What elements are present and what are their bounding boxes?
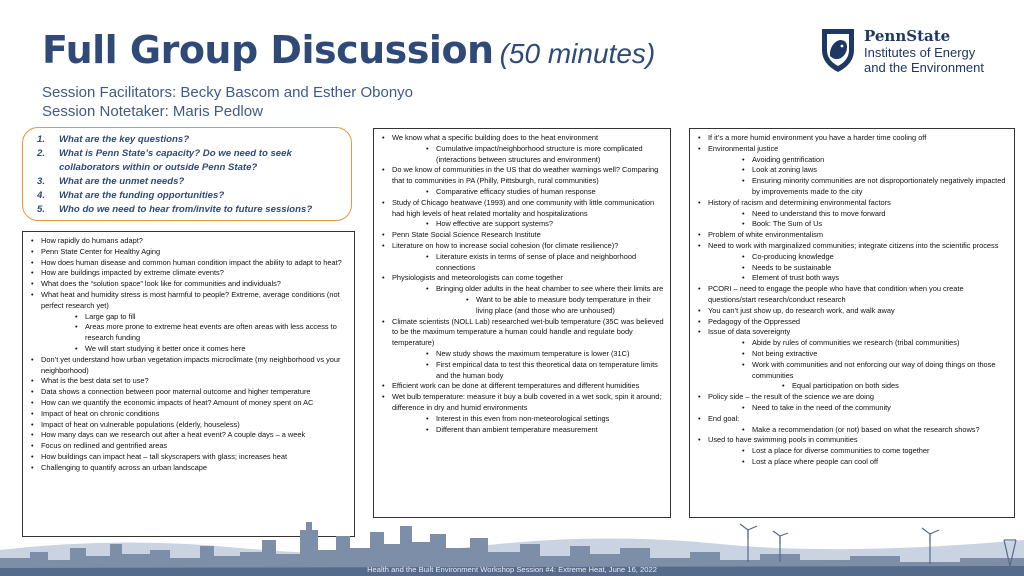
note-item: • How are buildings impacted by extreme climate events? — [29, 268, 348, 279]
note-item: • Areas more prone to extreme heat events are often areas with less access to research funding — [29, 322, 348, 344]
note-item: • Environmental justice — [696, 144, 1008, 155]
facilitators-text: Session Facilitators: Becky Bascom and Esther Obonyo — [42, 84, 414, 101]
note-item: • Used to have swimming pools in communities — [696, 435, 1008, 446]
note-item: • Book: The Sum of Us — [696, 219, 1008, 230]
notes-panel-left — [22, 231, 355, 537]
notes-panel-right — [689, 128, 1015, 518]
note-item: • Study of Chicago heatwave (1993) and one community with little communication had high levels of heat related mortality and hospitalizations — [380, 198, 664, 220]
note-item: • Literature on how to increase social cohesion (for climate resilience)? — [380, 241, 664, 252]
note-item: • Impact of heat on vulnerable populations (elderly, houseless) — [29, 420, 348, 431]
note-item: • Work with communities and not enforcing our way of doing things on those communities — [696, 360, 1008, 382]
slide-title-duration: (50 minutes) — [499, 38, 656, 69]
note-item: • Need to understand this to move forward — [696, 209, 1008, 220]
note-item: • Large gap to fill — [29, 312, 348, 323]
note-item: • New study shows the maximum temperature is lower (31C) — [380, 349, 664, 360]
note-item: • Issue of data sovereignty — [696, 327, 1008, 338]
note-item: • Need to take in the need of the community — [696, 403, 1008, 414]
note-item: • Focus on redlined and gentrified areas — [29, 441, 348, 452]
note-item: • Policy side – the result of the science we are doing — [696, 392, 1008, 403]
note-item: • Impact of heat on chronic conditions — [29, 409, 348, 420]
note-item: • Ensuring minority communities are not disproportionately negatively impacted by improvements made to the city — [696, 176, 1008, 198]
note-item: • Interest in this even from non-meteorological settings — [380, 414, 664, 425]
note-item: • Problem of white environmentalism — [696, 230, 1008, 241]
note-item: • What heat and humidity stress is most harmful to people? Extreme, average conditions (not perfect research yet) — [29, 290, 348, 312]
notes-list-middle — [380, 133, 664, 435]
note-item: • How can we quantify the economic impacts of heat? Amount of money spent on AC — [29, 398, 348, 409]
discussion-questions-list — [37, 133, 343, 217]
note-item: • First empirical data to test this theoretical data on temperature limits and the human body — [380, 360, 664, 382]
note-item: • Bringing older adults in the heat chamber to see where their limits are — [380, 284, 664, 295]
note-item: • Don’t yet understand how urban vegetation impacts microclimate (my neighborhood vs your neighborhood) — [29, 355, 348, 377]
note-item: • Efficient work can be done at different temperatures and different humidities — [380, 381, 664, 392]
note-item: • Penn State Social Science Research Institute — [380, 230, 664, 241]
note-item: • How rapidly do humans adapt? — [29, 236, 348, 247]
notes-panel-middle — [373, 128, 671, 518]
question-text: Who do we need to hear from/invite to future sessions? — [59, 204, 313, 215]
note-item: • Comparative efficacy studies of human response — [380, 187, 664, 198]
question-number: 1. — [37, 134, 46, 145]
note-item: • Needs to be sustainable — [696, 263, 1008, 274]
note-item: • If it’s a more humid environment you have a harder time cooling off — [696, 133, 1008, 144]
logo-text — [864, 28, 984, 75]
note-item: • Penn State Center for Healthy Aging — [29, 247, 348, 258]
logo-line-1: Institutes of Energy — [864, 45, 976, 60]
note-item: • How many days can we research out after a heat event? A couple days – a week — [29, 430, 348, 441]
note-item: • Different than ambient temperature measurement — [380, 425, 664, 436]
note-item: • Need to work with marginalized communities; integrate citizens into the scientific process — [696, 241, 1008, 252]
note-item: • End goal: — [696, 414, 1008, 425]
note-item: • What does the “solution space” look like for communities and individuals? — [29, 279, 348, 290]
notes-list-right — [696, 133, 1008, 468]
logo-line-2: and the Environment — [864, 60, 984, 75]
note-item: • How buildings can impact heat – tall skyscrapers with glass; increases heat — [29, 452, 348, 463]
note-item: • Cumulative impact/neighborhood structure is more complicated (interactions between structures and environment) — [380, 144, 664, 166]
question-item — [37, 133, 343, 147]
note-item: • How does human disease and common human condition impact the ability to adapt to heat? — [29, 258, 348, 269]
note-item: • We will start studying it better once it comes here — [29, 344, 348, 355]
discussion-questions-box — [22, 127, 352, 221]
note-item: • Lost a place for diverse communities to come together — [696, 446, 1008, 457]
note-item: • Avoiding gentrification — [696, 155, 1008, 166]
note-item: • We know what a specific building does to the heat environment — [380, 133, 664, 144]
note-item: • Element of trust both ways — [696, 273, 1008, 284]
question-number: 4. — [37, 190, 46, 201]
question-number: 3. — [37, 176, 46, 187]
question-item — [37, 203, 343, 217]
note-item: • Literature exists in terms of sense of place and neighborhood connections — [380, 252, 664, 274]
question-item — [37, 147, 343, 175]
note-item: • Physiologists and meteorologists can come together — [380, 273, 664, 284]
note-item: • Not being extractive — [696, 349, 1008, 360]
note-item: • How effective are support systems? — [380, 219, 664, 230]
note-item: • PCORI – need to engage the people who have that condition when you create questions/start research/conduct research — [696, 284, 1008, 306]
note-item: • Want to be able to measure body temperature in their living place (and those who are unhoused) — [380, 295, 664, 317]
note-item: • You can’t just show up, do research work, and walk away — [696, 306, 1008, 317]
notes-list-left — [29, 236, 348, 474]
question-item — [37, 189, 343, 203]
note-item: • Data shows a connection between poor maternal outcome and higher temperature — [29, 387, 348, 398]
note-item: • Wet bulb temperature: measure it buy a bulb covered in a wet sock, spin it around; difference in dry and humid environments — [380, 392, 664, 414]
notetaker-text: Session Notetaker: Maris Pedlow — [42, 103, 263, 120]
note-item: • Pedagogy of the Oppressed — [696, 317, 1008, 328]
question-number: 2. — [37, 148, 46, 159]
pennstate-logo — [818, 26, 1008, 86]
note-item: • Abide by rules of communities we research (tribal communities) — [696, 338, 1008, 349]
note-item: • Climate scientists (NOLL Lab) researched wet-bulb temperature (35C was believed to be the maximum temperature a human could handle and regulate body temperature) — [380, 317, 664, 349]
question-text: What are the key questions? — [59, 134, 190, 145]
slide-title-row — [42, 28, 655, 72]
note-item: • Lost a place where people can cool off — [696, 457, 1008, 468]
nittany-lion-shield-icon — [818, 26, 858, 74]
question-text: What are the funding opportunities? — [59, 190, 225, 201]
question-text: What is Penn State’s capacity? Do we need to seek collaborators within or outside Penn State? — [59, 148, 292, 173]
question-number: 5. — [37, 204, 46, 215]
note-item: • What is the best data set to use? — [29, 376, 348, 387]
question-item — [37, 175, 343, 189]
session-credits — [42, 83, 413, 121]
slide-title: Full Group Discussion — [42, 28, 494, 72]
note-item: • History of racism and determining environmental factors — [696, 198, 1008, 209]
footer-caption: Health and the Built Environment Workshop Session #4: Extreme Heat, June 16, 2022 — [367, 565, 657, 574]
note-item: • Challenging to quantify across an urban landscape — [29, 463, 348, 474]
logo-brand: PennState — [864, 27, 951, 45]
note-item: • Co-producing knowledge — [696, 252, 1008, 263]
note-item: • Do we know of communities in the US that do weather warnings well? Comparing that to communities in PA (Philly, Pittsburgh, rural communities) — [380, 165, 664, 187]
note-item: • Make a recommendation (or not) based on what the research shows? — [696, 425, 1008, 436]
question-text: What are the unmet needs? — [59, 176, 185, 187]
note-item: • Equal participation on both sides — [696, 381, 1008, 392]
note-item: • Look at zoning laws — [696, 165, 1008, 176]
